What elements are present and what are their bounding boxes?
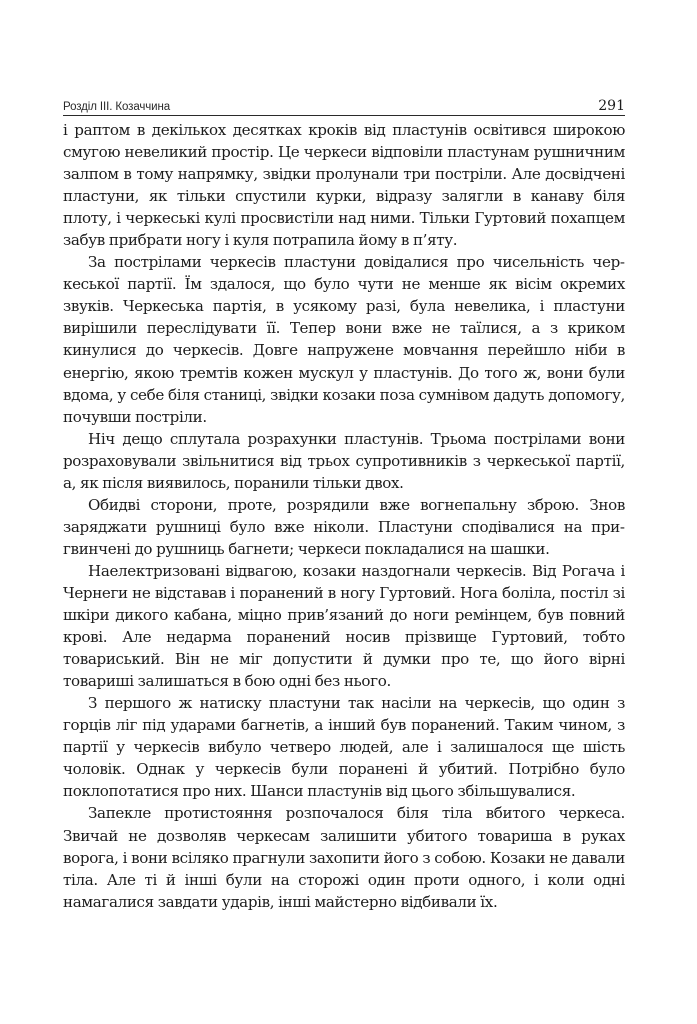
paragraph-1: і раптом в декількох десятках кроків від пластунів освітився широкою смугою невеликий простір. Це черкеси відповіли пластунам рушничним залпом в тому напрямку, звідки пролунали три постріли. Але досвідчені пластуни, як тільки спустили курки, відразу залягли в канаву біля плоту, і черкеські кулі просвистіли над ними. Тільки Гуртовий похапцем забув прибрати ногу і куля потрапила йому в п’яту. [63, 121, 625, 250]
paragraph-6: З першого ж натиску пластуни так насіли на черкесів, що один з горців ліг під ударами багнетів, а інший був поранений. Таким чином, з партії у черкесів вибуло четверо людей, але і залишалося ще шість чоловік. Однак у черкесів були поранені й убитий. Потрібно було поклопотатися про них. Шанси пластунів від цього збільшувалися. [63, 694, 625, 801]
paragraph-3: Ніч дещо сплутала розрахунки пластунів. Трьома пострілами вони розраховували звільнитися від трьох супротивників з черкеської партії, а, як після виявилось, поранили тільки двох. [63, 429, 625, 492]
paragraph-5: Наелектризовані відвагою, козаки наздогнали черкесів. Від Рогача і Чернеги не відставав і поранений в ногу Гуртовий. Нога боліла, постіл зі шкіри дикого кабана, міцно прив’язаний до ноги ремінцем, був повний крові. Але недарма поранений носив прізвище Гуртовий, тобто товариський. Він не міг допустити й думки про те, що його вірні товариші залишаться в бою одні без нього. [63, 561, 625, 691]
book-page [63, 95, 625, 913]
paragraph-2: За пострілами черкесів пластуни довідалися про чисельність черкеської партії. Їм здалося, що було чути не менше як вісім окремих звуків. Черкеська партія, в усякому разі, була невелика, і пластуни вирішили переслідувати її. Тепер вони вже не таїлися, а з криком кинулися до черкесів. Довге напружене мовчання перейшло ніби в енергію, якою тремтів кожен мускул у пластунів. До того ж, вони були вдома, у себе біля станиці, звідки козаки поза сумнівом дадуть допомогу, почувши постріли. [63, 253, 625, 426]
body-text [63, 119, 625, 913]
paragraph-7: Запекле протистояння розпочалося біля тіла вбитого черкеса. Звичай не дозволяв черкесам залишити убитого товариша в руках ворога, і вони всіляко прагнули захопити його з собою. Козаки не давали тіла. Але ті й інші були на сторожі один проти одного, і коли одні намагалися завдати ударів, інші майстерно відбивали їх. [63, 804, 625, 911]
running-header [63, 95, 625, 116]
page-number: 291 [598, 98, 625, 114]
paragraph-4: Обидві сторони, проте, розрядили вже вогнепальну зброю. Знов заряджати рушниці було вже ніколи. Пластуни сподівалися на пригвинчені до рушниць багнети; черкеси покладалися на шашки. [63, 495, 625, 558]
section-title: Розділ ІІІ. Козаччина [63, 101, 171, 113]
